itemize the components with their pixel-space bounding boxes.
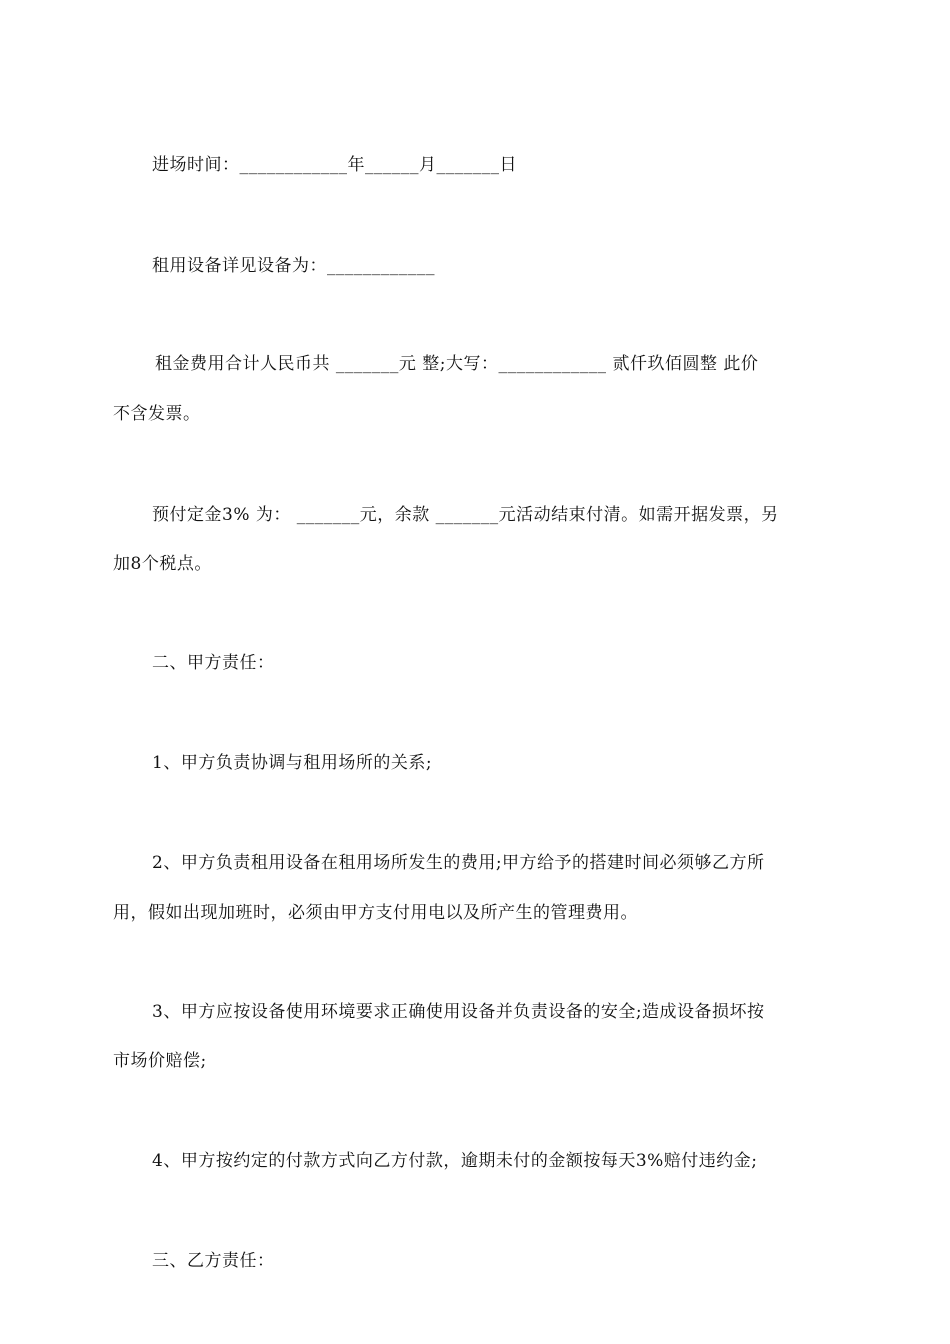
fee-line-2: 不含发票。	[113, 404, 201, 424]
section-two-heading: 二、甲方责任：	[152, 653, 275, 673]
item-3-line-2: 市场价赔偿;	[113, 1051, 207, 1071]
item-1: 1、甲方负责协调与租用场所的关系;	[152, 753, 433, 773]
item-4: 4、甲方按约定的付款方式向乙方付款，逾期未付的金额按每天3%赔付违约金;	[152, 1151, 758, 1171]
entry-time-line: 进场时间：____________年______月_______日	[152, 155, 517, 175]
equipment-line: 租用设备详见设备为：____________	[152, 256, 435, 276]
item-2-line-2: 用，假如出现加班时，必须由甲方支付用电以及所产生的管理费用。	[113, 903, 638, 923]
item-3-line-1: 3、甲方应按设备使用环境要求正确使用设备并负责设备的安全;造成设备损坏按	[152, 1002, 765, 1022]
fee-line-1: 租金费用合计人民币共 _______元 整;大写：____________ 贰仟玖佰圆整 此价	[155, 354, 759, 374]
deposit-line-1: 预付定金3% 为： _______元，余款 _______元活动结束付清。如需开据发票，另	[152, 505, 779, 525]
item-2-line-1: 2、甲方负责租用设备在租用场所发生的费用;甲方给予的搭建时间必须够乙方所	[152, 853, 765, 873]
section-three-heading: 三、乙方责任：	[152, 1251, 275, 1271]
deposit-line-2: 加8个税点。	[113, 554, 212, 574]
